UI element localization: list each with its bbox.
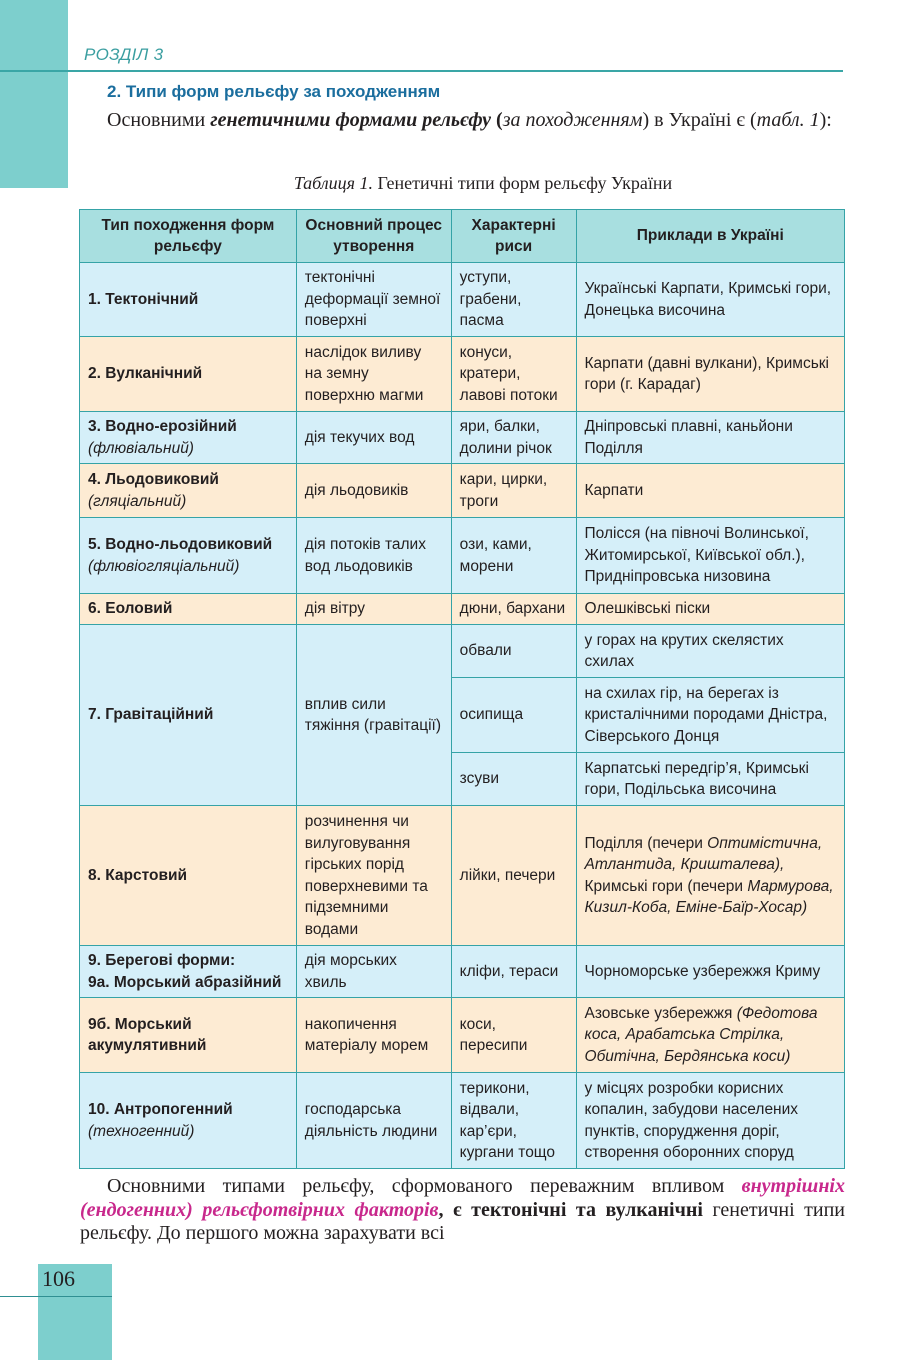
cell-process: тектонічні деформації земної поверхні	[296, 263, 451, 337]
cell-type: 3. Водно-ерозійний (флювіальний)	[80, 412, 297, 464]
table-row	[80, 464, 845, 518]
cell-type: 4. Льодовиковий (гляціальний)	[80, 464, 297, 518]
footer-divider	[0, 1296, 112, 1297]
cell-examples: Полісся (на півночі Волинської, Житомирської, Київської обл.), Придніпровська низовина	[576, 518, 844, 594]
table-row	[80, 1073, 845, 1169]
table-row	[80, 263, 845, 337]
relief-types-table	[79, 209, 845, 1169]
table-row	[80, 625, 845, 678]
intro-paragraph: Основними генетичними формами рельєфу (за походженням) в Україні є (табл. 1):	[107, 109, 832, 131]
cell-examples: у горах на крутих скелястих схилах	[576, 625, 844, 678]
cell-process: дія морських хвиль	[296, 946, 451, 998]
cell-type: 6. Еоловий	[80, 594, 297, 625]
section-heading: 2. Типи форм рельєфу за походженням	[107, 82, 441, 101]
cell-type: 5. Водно-льодовиковий (флювіогляціальний)	[80, 518, 297, 594]
column-header-examples: Приклади в Україні	[576, 210, 844, 263]
cell-examples: Українські Карпати, Кримські гори, Донецька височина	[576, 263, 844, 337]
cell-process: господарська діяльність людини	[296, 1073, 451, 1169]
page-number: 106	[42, 1266, 75, 1291]
conclusion-paragraph: Основними типами рельєфу, сформованого переважним впливом внутрішніх (ендогенних) рельєфотвірних факторів, є тектонічні та вулканічні генетичні типи рельєфу. До першого можна зарахувати всі	[80, 1175, 845, 1244]
cell-type: 2. Вулканічний	[80, 337, 297, 412]
cell-examples: Поділля (печери Оптимістична, Атлантида, Кришталева), Кримські гори (печери Мармурова, Кизил-Коба, Еміне-Баїр-Хосар)	[576, 806, 844, 946]
cell-type: 10. Антропогенний (техногенний)	[80, 1073, 297, 1169]
table-caption: Таблиця 1. Генетичні типи форм рельєфу України	[293, 173, 673, 193]
cell-features: терикони, відвали, кар’єри, кургани тощо	[451, 1073, 576, 1169]
section-label: РОЗДІЛ 3	[84, 45, 164, 64]
table-row	[80, 594, 845, 625]
table-row	[80, 806, 845, 946]
header-divider	[0, 70, 843, 72]
cell-features: дюни, бархани	[451, 594, 576, 625]
cell-process: розчинення чи вилуговування гірських порід поверхневими та підземними водами	[296, 806, 451, 946]
cell-features: зсуви	[451, 753, 576, 806]
cell-type: 9б. Морський акумулятивний	[80, 998, 297, 1073]
cell-process: дія льодовиків	[296, 464, 451, 518]
cell-features: конуси, кратери, лавові потоки	[451, 337, 576, 412]
cell-features: кари, цирки, троги	[451, 464, 576, 518]
column-header-type: Тип походження форм рельєфу	[80, 210, 297, 263]
table-row	[80, 998, 845, 1073]
cell-examples: на схилах гір, на берегах із кристалічними породами Дністра, Сіверського Донця	[576, 678, 844, 753]
cell-features: ози, ками, морени	[451, 518, 576, 594]
table-row	[80, 337, 845, 412]
cell-process: дія вітру	[296, 594, 451, 625]
cell-examples: Дніпровські плавні, каньйони Поділля	[576, 412, 844, 464]
cell-examples: Азовське узбережжя (Федотова коса, Арабатська Стрілка, Обитічна, Бердянська коси)	[576, 998, 844, 1073]
top-left-tab	[0, 0, 68, 188]
column-header-features: Характерні риси	[451, 210, 576, 263]
cell-examples: Карпати (давні вулкани), Кримські гори (г. Карадаг)	[576, 337, 844, 412]
table-row	[80, 946, 845, 998]
cell-features: уступи, грабени, пасма	[451, 263, 576, 337]
column-header-process: Основний процес утворення	[296, 210, 451, 263]
cell-process: накопичення матеріалу морем	[296, 998, 451, 1073]
cell-features: коси, пересипи	[451, 998, 576, 1073]
cell-features: обвали	[451, 625, 576, 678]
table-row	[80, 412, 845, 464]
cell-features: лійки, печери	[451, 806, 576, 946]
table-header-row	[80, 210, 845, 263]
cell-process: дія потоків талих вод льодовиків	[296, 518, 451, 594]
cell-type: 1. Тектонічний	[80, 263, 297, 337]
cell-type: 8. Карстовий	[80, 806, 297, 946]
cell-process: вплив сили тяжіння (гравітації)	[296, 625, 451, 806]
cell-type: 7. Гравітаційний	[80, 625, 297, 806]
table-row	[80, 518, 845, 594]
cell-examples: у місцях розробки корисних копалин, забудови населених пунктів, спорудження доріг, створення оборонних споруд	[576, 1073, 844, 1169]
cell-process: наслідок виливу на земну поверхню магми	[296, 337, 451, 412]
cell-examples: Карпатські передгір’я, Кримські гори, Подільська височина	[576, 753, 844, 806]
cell-features: осипища	[451, 678, 576, 753]
cell-examples: Олешківські піски	[576, 594, 844, 625]
cell-type: 9. Берегові форми: 9а. Морський абразійний	[80, 946, 297, 998]
cell-features: яри, балки, долини річок	[451, 412, 576, 464]
cell-examples: Чорноморське узбережжя Криму	[576, 946, 844, 998]
cell-examples: Карпати	[576, 464, 844, 518]
cell-features: кліфи, тераси	[451, 946, 576, 998]
cell-process: дія текучих вод	[296, 412, 451, 464]
